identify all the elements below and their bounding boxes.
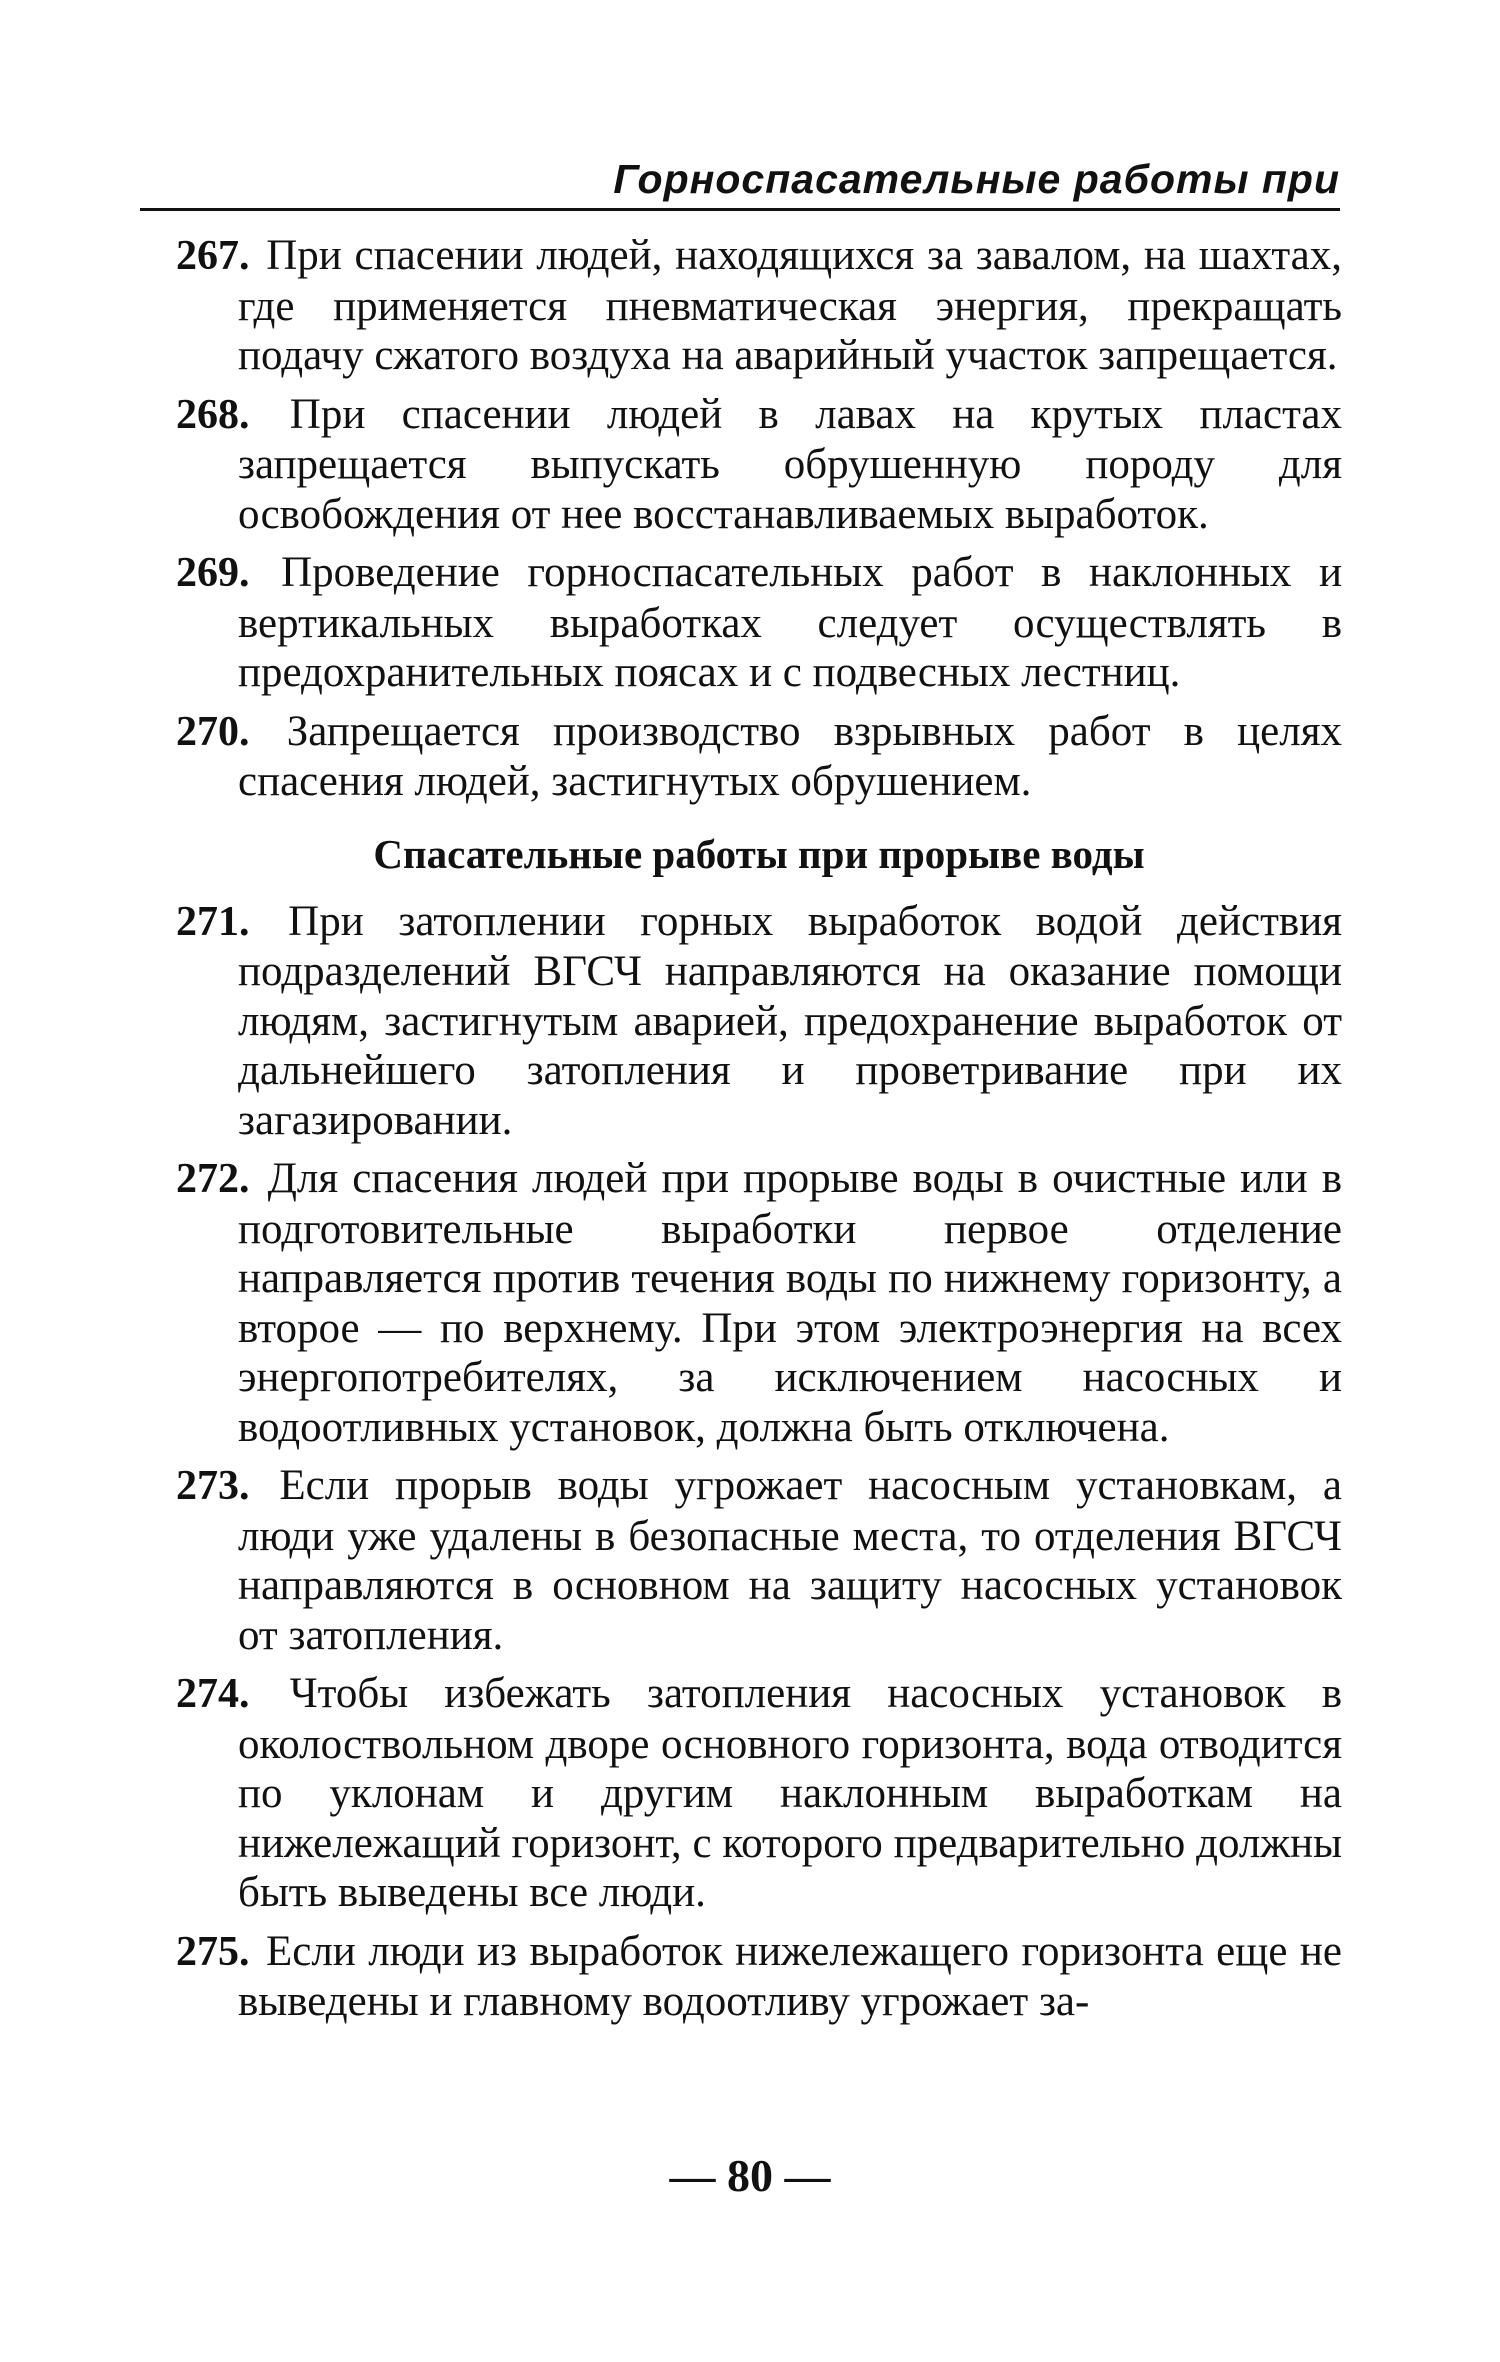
paragraph-269 <box>176 548 1342 698</box>
paragraph-number: 272. <box>176 1156 250 1202</box>
paragraph-268 <box>176 390 1342 540</box>
paragraph-text: Проведение горноспасательных работ в наклонных и вертикальных выработках следует осуществлять в предохранительных поясах и с подвесных лестниц. <box>238 549 1343 696</box>
paragraph-274 <box>176 1669 1342 1918</box>
paragraph-275 <box>176 1927 1342 2027</box>
paragraph-text: При затоплении горных выработок водой действия подразделений ВГСЧ направляются на оказание помощи людям, застигнутым аварией, предохранение выработок от дальнейшего затопления и проветривание при их загазировании. <box>238 897 1343 1144</box>
paragraph-number: 273. <box>176 1463 250 1509</box>
running-head: Горноспасательные работы при <box>140 152 1340 211</box>
paragraph-270 <box>176 707 1342 807</box>
paragraph-text: Чтобы избежать затопления насосных установок в околоствольном дворе основного горизонта, вода отводится по уклонам и другим наклонным выработкам на нижележащий горизонт, с которого предварительно должны быть выведены все люди. <box>238 1670 1342 1916</box>
paragraph-number: 271. <box>176 898 250 945</box>
paragraph-text: При спасении людей, находящихся за завалом, на шахтах, где применяется пневматическая энергия, прекращать подачу сжатого воздуха на аварийный участок запрещается. <box>238 232 1343 379</box>
paragraph-number: 275. <box>176 1928 250 1975</box>
paragraph-number: 267. <box>176 233 250 279</box>
paragraph-number: 269. <box>176 550 250 596</box>
page-body <box>176 231 1342 2036</box>
paragraph-number: 270. <box>176 708 250 755</box>
paragraph-273 <box>176 1461 1342 1660</box>
paragraph-271 <box>176 897 1342 1146</box>
paragraph-text: Если прорыв воды угрожает насосным установкам, а люди уже удалены в безопасные места, то отделения ВГСЧ направляются в основном на защиту насосных установок от затопления. <box>238 1462 1343 1659</box>
paragraph-number: 274. <box>176 1671 250 1717</box>
page-number: — 80 — <box>669 2150 831 2201</box>
paragraph-text: При спасении людей в лавах на крутых пластах запрещается выпускать обрушенную породу для освобождения от нее восстанавливаемых выработок. <box>238 390 1343 538</box>
section-heading: Спасательные работы при прорыве воды <box>373 830 1145 877</box>
paragraph-number: 268. <box>176 391 250 438</box>
paragraph-text: Если люди из выработок нижележащего горизонта еще не выведены и главному водоотливу угрожает за- <box>238 1927 1342 2025</box>
paragraph-267 <box>176 231 1342 381</box>
paragraph-text: Запрещается производство взрывных работ в целях спасения людей, застигнутых обрушением. <box>238 707 1342 805</box>
paragraph-272 <box>176 1154 1342 1452</box>
paragraph-text: Для спасения людей при прорыве воды в очистные или в подготовительные выработки первое отделение направляется против течения воды по нижнему горизонту, а второе — по верхнему. При этом электроэнергия на всех энергопотребителях, за исключением насосных и водоотливных установок, должна быть отключена. <box>238 1155 1343 1451</box>
